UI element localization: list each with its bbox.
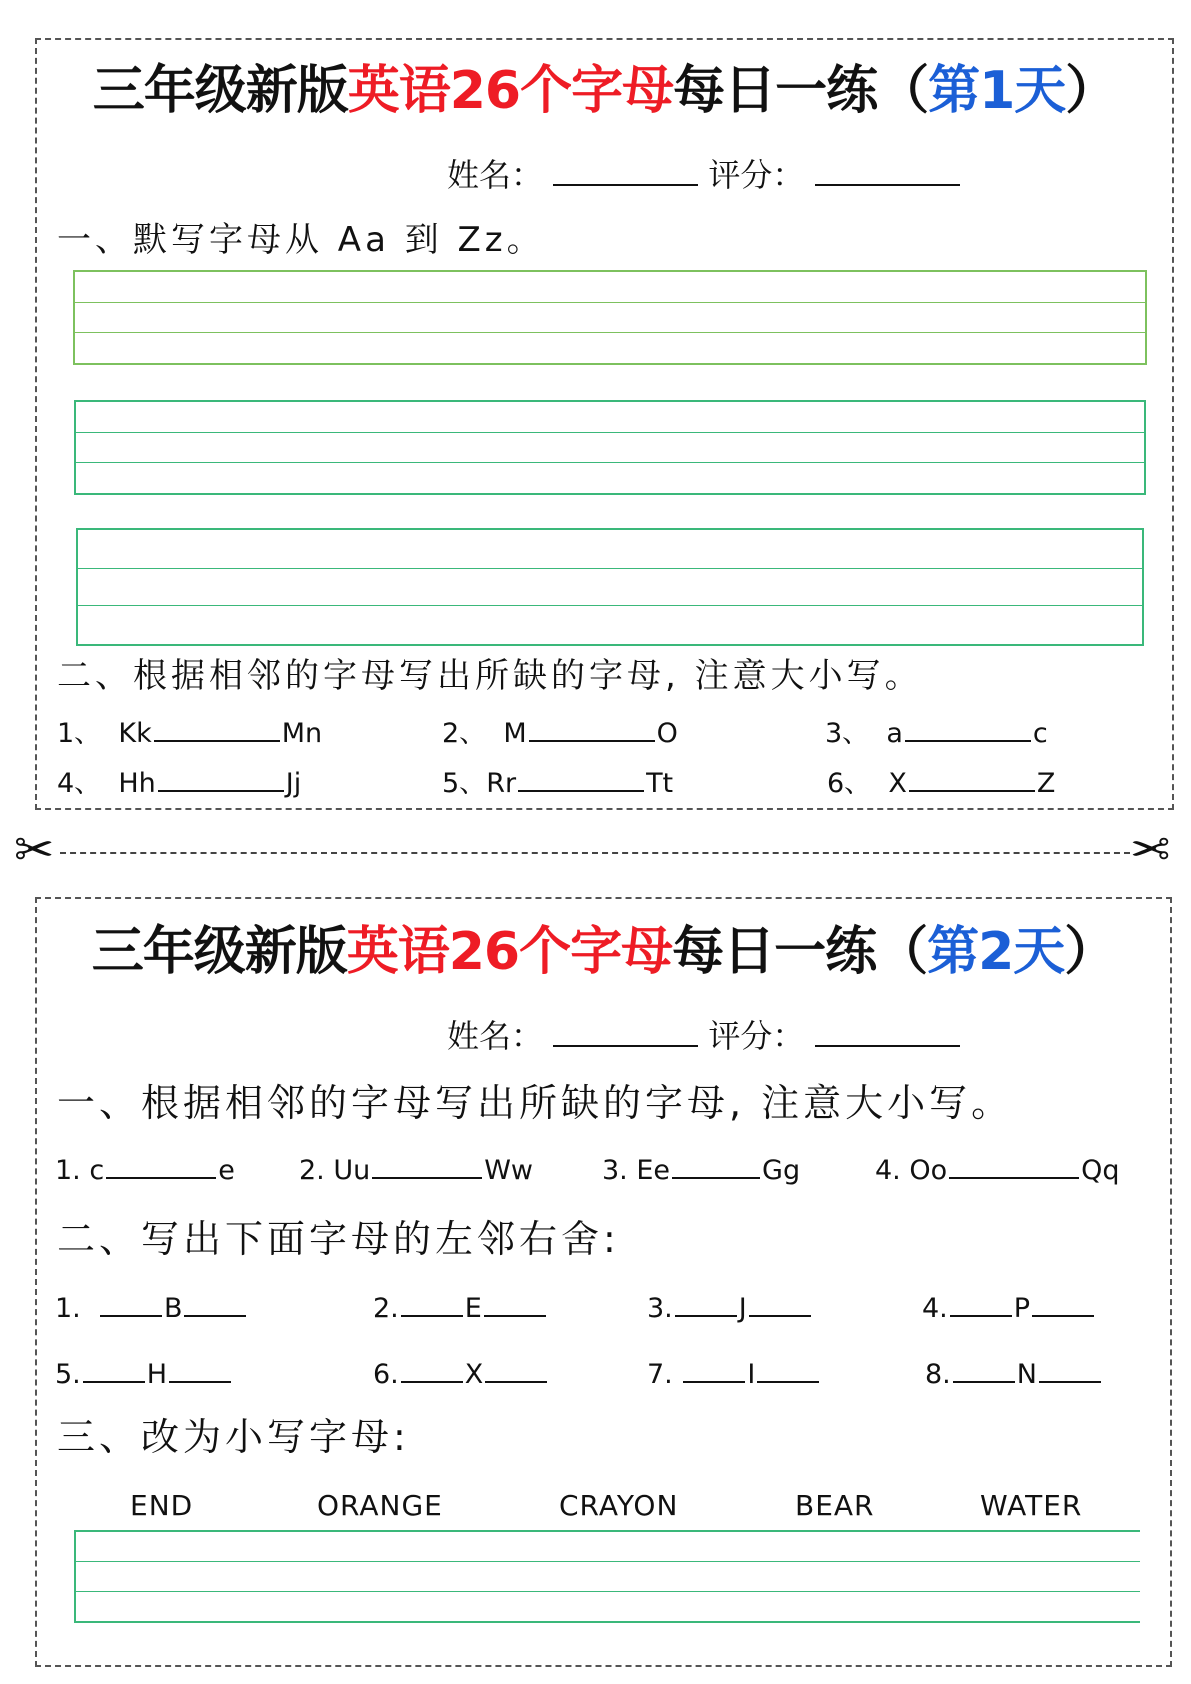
given-letter: Oo bbox=[909, 1155, 948, 1186]
title-day: 第2天 bbox=[927, 922, 1065, 982]
question-number: 7. bbox=[647, 1359, 673, 1390]
section-heading: 二、写出下面字母的左邻右舍: bbox=[57, 1217, 620, 1261]
answer-blank[interactable] bbox=[953, 1357, 1015, 1383]
title-part: 三年级新版 bbox=[91, 922, 347, 982]
question-number: 3. bbox=[647, 1293, 673, 1324]
score-label: 评分： bbox=[708, 156, 805, 194]
question-number: 8. bbox=[925, 1359, 951, 1390]
answer-blank[interactable] bbox=[169, 1357, 231, 1383]
given-letter: c bbox=[1032, 718, 1048, 749]
worksheet-title bbox=[37, 60, 1172, 122]
given-letter: Rr bbox=[486, 768, 517, 799]
question-number: 1、 bbox=[57, 718, 102, 749]
given-letter: Hh bbox=[118, 768, 156, 799]
name-label: 姓名： bbox=[447, 1017, 544, 1055]
name-label: 姓名： bbox=[447, 156, 544, 194]
given-letter: Gg bbox=[762, 1155, 801, 1186]
name-field[interactable] bbox=[553, 154, 698, 186]
fill-question bbox=[57, 766, 301, 801]
uppercase-word: ORANGE bbox=[317, 1489, 443, 1522]
question-number: 2. bbox=[299, 1155, 325, 1186]
question-number: 5、 bbox=[442, 768, 487, 799]
given-letter: a bbox=[886, 718, 903, 749]
answer-blank[interactable] bbox=[184, 1291, 246, 1317]
given-letter: Kk bbox=[118, 718, 152, 749]
fill-question bbox=[299, 1153, 533, 1188]
neighbor-question bbox=[925, 1357, 1103, 1392]
section-heading: 二、根据相邻的字母写出所缺的字母, 注意大小写。 bbox=[57, 656, 923, 696]
title-highlight: 英语26个字母 bbox=[346, 922, 673, 982]
given-letter: Qq bbox=[1081, 1155, 1120, 1186]
question-number: 6. bbox=[373, 1359, 399, 1390]
answer-blank[interactable] bbox=[757, 1357, 819, 1383]
given-letter: J bbox=[738, 1293, 747, 1324]
answer-blank[interactable] bbox=[154, 716, 280, 742]
answer-blank[interactable] bbox=[909, 766, 1035, 792]
worksheet-title bbox=[37, 921, 1170, 983]
given-letter: c bbox=[89, 1155, 105, 1186]
question-number: 4、 bbox=[57, 768, 102, 799]
answer-blank[interactable] bbox=[83, 1357, 145, 1383]
fill-question bbox=[57, 716, 322, 751]
name-score-line bbox=[447, 154, 960, 195]
writing-lines[interactable] bbox=[74, 1530, 1140, 1623]
neighbor-question bbox=[373, 1357, 549, 1392]
given-letter: N bbox=[1016, 1359, 1037, 1390]
answer-blank[interactable] bbox=[1032, 1291, 1094, 1317]
given-letter: Tt bbox=[646, 768, 674, 799]
writing-lines[interactable] bbox=[76, 528, 1144, 646]
question-number: 2. bbox=[373, 1293, 399, 1324]
given-letter: X bbox=[464, 1359, 484, 1390]
given-letter: Mn bbox=[281, 718, 323, 749]
score-label: 评分： bbox=[708, 1017, 805, 1055]
question-number: 3、 bbox=[825, 718, 870, 749]
given-letter: B bbox=[163, 1293, 183, 1324]
title-part: 每日一练（ bbox=[672, 922, 928, 982]
answer-blank[interactable] bbox=[106, 1153, 216, 1179]
fill-question bbox=[827, 766, 1055, 801]
title-part: 每日一练（ bbox=[673, 61, 929, 121]
writing-lines[interactable] bbox=[74, 400, 1146, 495]
given-letter: P bbox=[1013, 1293, 1031, 1324]
answer-blank[interactable] bbox=[401, 1357, 463, 1383]
section-heading: 一、默写字母从 Aa 到 Zz。 bbox=[57, 220, 545, 260]
fill-question bbox=[602, 1153, 800, 1188]
scissors-icon: ✂ bbox=[1130, 822, 1171, 878]
answer-blank[interactable] bbox=[905, 716, 1031, 742]
answer-blank[interactable] bbox=[158, 766, 284, 792]
answer-blank[interactable] bbox=[672, 1153, 760, 1179]
given-letter: Jj bbox=[285, 768, 302, 799]
given-letter: Ww bbox=[484, 1155, 534, 1186]
uppercase-word: CRAYON bbox=[559, 1489, 679, 1522]
answer-blank[interactable] bbox=[518, 766, 644, 792]
title-highlight: 英语26个字母 bbox=[347, 61, 674, 121]
question-number: 2、 bbox=[442, 718, 487, 749]
fill-question bbox=[55, 1153, 235, 1188]
answer-blank[interactable] bbox=[529, 716, 655, 742]
worksheet-day-2 bbox=[35, 897, 1172, 1667]
name-score-line bbox=[447, 1015, 960, 1056]
neighbor-question bbox=[55, 1357, 233, 1392]
fill-question bbox=[442, 766, 673, 801]
title-part: 三年级新版 bbox=[92, 61, 348, 121]
given-letter: I bbox=[747, 1359, 756, 1390]
answer-blank[interactable] bbox=[950, 1291, 1012, 1317]
given-letter: O bbox=[656, 718, 678, 749]
question-number: 5. bbox=[55, 1359, 81, 1390]
question-number: 1. bbox=[55, 1155, 81, 1186]
section-heading: 三、改为小写字母: bbox=[57, 1415, 410, 1459]
answer-blank[interactable] bbox=[484, 1291, 546, 1317]
uppercase-word: BEAR bbox=[795, 1489, 875, 1522]
question-number: 4. bbox=[875, 1155, 901, 1186]
answer-blank[interactable] bbox=[675, 1291, 737, 1317]
title-part: ） bbox=[1064, 922, 1116, 982]
worksheet-day-1 bbox=[35, 38, 1174, 810]
given-letter: M bbox=[503, 718, 527, 749]
fill-question bbox=[875, 1153, 1120, 1188]
uppercase-word: END bbox=[130, 1489, 194, 1522]
answer-blank[interactable] bbox=[100, 1291, 162, 1317]
section-heading: 一、根据相邻的字母写出所缺的字母, 注意大小写。 bbox=[57, 1081, 1014, 1125]
given-letter: Ee bbox=[636, 1155, 671, 1186]
given-letter: e bbox=[218, 1155, 235, 1186]
given-letter: H bbox=[146, 1359, 168, 1390]
scissors-icon: ✂ bbox=[14, 822, 55, 878]
fill-question bbox=[825, 716, 1048, 751]
given-letter: Uu bbox=[333, 1155, 371, 1186]
neighbor-question bbox=[55, 1291, 248, 1326]
question-number: 4. bbox=[922, 1293, 948, 1324]
given-letter: X bbox=[888, 768, 907, 799]
answer-blank[interactable] bbox=[485, 1357, 547, 1383]
score-field[interactable] bbox=[815, 154, 960, 186]
title-part: ） bbox=[1065, 61, 1117, 121]
uppercase-word: WATER bbox=[980, 1489, 1083, 1522]
question-number: 1. bbox=[55, 1293, 81, 1324]
question-number: 3. bbox=[602, 1155, 628, 1186]
cut-line bbox=[60, 852, 1130, 854]
neighbor-question bbox=[647, 1291, 813, 1326]
fill-question bbox=[442, 716, 678, 751]
answer-blank[interactable] bbox=[1039, 1357, 1101, 1383]
answer-blank[interactable] bbox=[372, 1153, 482, 1179]
name-field[interactable] bbox=[553, 1015, 698, 1047]
writing-lines[interactable] bbox=[73, 270, 1147, 365]
neighbor-question bbox=[647, 1357, 821, 1392]
given-letter: E bbox=[464, 1293, 482, 1324]
answer-blank[interactable] bbox=[683, 1357, 745, 1383]
score-field[interactable] bbox=[815, 1015, 960, 1047]
neighbor-question bbox=[373, 1291, 548, 1326]
question-number: 6、 bbox=[827, 768, 872, 799]
title-day: 第1天 bbox=[928, 61, 1066, 121]
given-letter: Z bbox=[1036, 768, 1056, 799]
answer-blank[interactable] bbox=[749, 1291, 811, 1317]
neighbor-question bbox=[922, 1291, 1096, 1326]
answer-blank[interactable] bbox=[949, 1153, 1079, 1179]
answer-blank[interactable] bbox=[401, 1291, 463, 1317]
